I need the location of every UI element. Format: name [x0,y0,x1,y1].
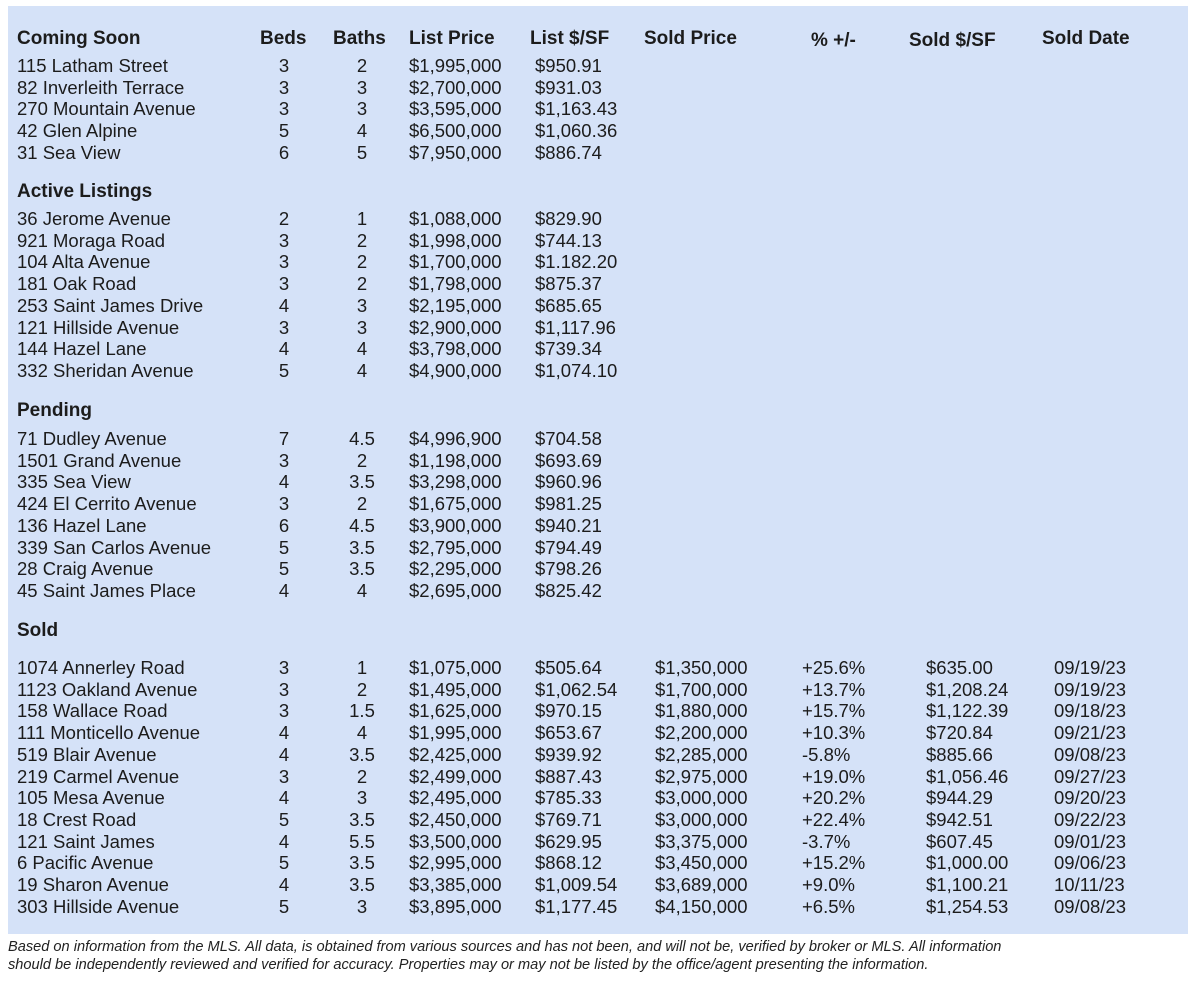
cell-beds: 4 [278,338,290,360]
cell-list-psf: $629.95 [535,830,602,852]
cell-beds: 5 [278,558,290,580]
cell-beds: 5 [278,895,290,917]
cell-baths: 2 [356,229,368,251]
cell-beds: 3 [278,493,290,515]
header-coming-soon: Coming Soon [17,28,141,49]
cell-address: 121 Hillside Avenue [17,316,180,338]
cell-list-price: $2,425,000 [409,743,502,765]
cell-sold-price: $3,000,000 [655,787,748,809]
cell-address: 115 Latham Street [17,55,168,76]
cell-list-psf: $1,062.54 [535,678,618,700]
cell-baths: 2 [356,493,368,515]
cell-list-psf: $653.67 [535,722,602,744]
cell-sold-date: 09/20/23 [1054,787,1127,809]
cell-address: 424 El Cerrito Avenue [17,493,197,515]
cell-baths: 3 [356,294,368,316]
cell-address: 6 Pacific Avenue [17,852,154,874]
cell-list-psf: $693.69 [535,449,602,471]
cell-address: 335 Sea View [17,471,131,493]
cell-list-psf: $794.49 [535,536,602,558]
section-title: Pending [17,400,92,421]
cell-beds: 7 [278,428,290,449]
cell-address: 1123 Oakland Avenue [17,678,198,700]
cell-list-price: $1,995,000 [409,722,502,744]
cell-list-price: $2,700,000 [409,76,502,98]
cell-address: 144 Hazel Lane [17,338,147,360]
cell-address: 31 Sea View [17,141,121,163]
cell-baths: 2 [356,251,368,273]
cell-address: 71 Dudley Avenue [17,428,167,449]
cell-address: 303 Hillside Avenue [17,895,180,917]
cell-list-price: $2,195,000 [409,294,502,316]
cell-sold-psf: $1,000.00 [926,852,1009,874]
cell-address: 19 Sharon Avenue [17,874,169,895]
cell-list-price: $3,798,000 [409,338,502,360]
cell-address: 111 Monticello Avenue [17,722,201,744]
cell-list-price: $2,900,000 [409,316,502,338]
cell-sold-date: 10/11/23 [1054,874,1125,895]
cell-address: 1501 Grand Avenue [17,449,182,471]
cell-sold-date: 09/22/23 [1054,808,1127,830]
cell-sold-date: 09/19/23 [1054,657,1127,678]
cell-list-psf: $970.15 [535,700,602,722]
cell-address: 339 San Carlos Avenue [17,536,212,558]
cell-address: 104 Alta Avenue [17,251,151,273]
cell-beds: 3 [278,449,290,471]
cell-sold-psf: $1,100.21 [926,874,1009,895]
cell-list-price: $6,500,000 [409,120,502,142]
cell-sold-date: 09/06/23 [1054,852,1127,874]
cell-baths: 5 [356,141,368,163]
cell-baths: 1.5 [349,700,375,722]
cell-address: 219 Carmel Avenue [17,765,180,787]
cell-pct: +13.7% [802,678,866,700]
cell-sold-date: 09/08/23 [1054,743,1127,765]
cell-beds: 3 [278,678,290,700]
cell-list-price: $3,385,000 [409,874,502,895]
cell-list-psf: $829.90 [535,208,602,229]
cell-beds: 3 [278,98,290,120]
cell-baths: 1 [356,657,368,678]
cell-sold-psf: $944.29 [926,787,993,809]
cell-sold-price: $2,200,000 [655,722,748,744]
cell-beds: 3 [278,657,290,678]
section-title: Sold [17,620,59,641]
cell-pct: +22.4% [802,808,866,830]
header-baths: Baths [333,28,386,49]
cell-list-psf: $785.33 [535,787,602,809]
cell-list-psf: $825.42 [535,579,602,601]
cell-sold-psf: $1,254.53 [926,895,1009,917]
cell-address: 921 Moraga Road [17,229,166,251]
cell-list-psf: $1,060.36 [535,120,618,142]
cell-list-psf: $950.91 [535,55,602,76]
cell-pct: +6.5% [802,895,855,917]
cell-list-psf: $939.92 [535,743,602,765]
cell-baths: 3 [356,316,368,338]
cell-list-price: $2,995,000 [409,852,502,874]
cell-address: 82 Inverleith Terrace [17,76,185,98]
cell-sold-psf: $720.84 [926,722,993,744]
cell-beds: 4 [278,743,290,765]
cell-list-psf: $1,177.45 [535,895,618,917]
cell-beds: 2 [278,208,290,229]
disclaimer-line-1: Based on information from the MLS. All data, is obtained from various sources and has not been, and will not be, verified by broker or MLS. All information [8,939,1002,955]
cell-list-price: $1,998,000 [409,229,502,251]
cell-pct: +15.7% [802,700,866,722]
cell-pct: -3.7% [802,830,851,852]
cell-pct: +10.3% [802,722,866,744]
cell-sold-date: 09/21/23 [1054,722,1127,744]
cell-baths: 4 [356,722,368,744]
cell-list-psf: $744.13 [535,229,602,251]
cell-baths: 5.5 [349,830,375,852]
cell-list-psf: $798.26 [535,558,602,580]
cell-beds: 4 [278,787,290,809]
cell-address: 105 Mesa Avenue [17,787,165,809]
cell-sold-price: $1,350,000 [655,657,748,678]
cell-list-psf: $875.37 [535,273,602,295]
cell-address: 181 Oak Road [17,273,137,295]
cell-sold-psf: $1,056.46 [926,765,1009,787]
cell-list-psf: $505.64 [535,657,602,678]
cell-pct: +20.2% [802,787,866,809]
cell-list-price: $1,798,000 [409,273,502,295]
cell-list-price: $2,795,000 [409,536,502,558]
cell-sold-date: 09/18/23 [1054,700,1127,722]
cell-address: 42 Glen Alpine [17,120,138,142]
cell-beds: 4 [278,874,290,895]
cell-list-price: $2,499,000 [409,765,502,787]
disclaimer-line-2: should be independently reviewed and verified for accuracy. Properties may or may not be listed by the office/agent presenting the information. [8,957,929,973]
cell-beds: 5 [278,359,290,381]
cell-list-psf: $1,009.54 [535,874,618,895]
cell-baths: 3 [356,98,368,120]
cell-baths: 3.5 [349,874,375,895]
cell-list-psf: $868.12 [535,852,602,874]
cell-address: 36 Jerome Avenue [17,208,171,229]
cell-sold-price: $2,975,000 [655,765,748,787]
cell-sold-price: $1,880,000 [655,700,748,722]
cell-sold-price: $1,700,000 [655,678,748,700]
cell-list-psf: $886.74 [535,141,602,163]
header-sold-psf: Sold $/SF [909,30,996,51]
cell-list-price: $2,295,000 [409,558,502,580]
cell-list-psf: $1.182.20 [535,251,618,273]
cell-list-psf: $1,074.10 [535,359,618,381]
header-list-psf: List $/SF [530,28,610,49]
cell-baths: 4.5 [349,428,375,449]
cell-list-price: $3,298,000 [409,471,502,493]
cell-beds: 3 [278,765,290,787]
cell-beds: 4 [278,294,290,316]
cell-address: 332 Sheridan Avenue [17,359,194,381]
cell-sold-psf: $635.00 [926,657,993,678]
cell-list-price: $4,996,900 [409,428,502,449]
cell-sold-date: 09/08/23 [1054,895,1127,917]
cell-address: 253 Saint James Drive [17,294,204,316]
cell-baths: 3.5 [349,536,375,558]
cell-beds: 4 [278,471,290,493]
cell-list-psf: $887.43 [535,765,602,787]
cell-pct: -5.8% [802,743,851,765]
cell-beds: 5 [278,852,290,874]
cell-pct: +9.0% [802,874,855,895]
cell-beds: 3 [278,273,290,295]
cell-beds: 3 [278,251,290,273]
header-sold-date: Sold Date [1042,28,1130,49]
cell-beds: 4 [278,830,290,852]
cell-list-price: $1,198,000 [409,449,502,471]
cell-baths: 3.5 [349,743,375,765]
cell-address: 1074 Annerley Road [17,657,185,678]
cell-list-psf: $960.96 [535,471,602,493]
cell-list-price: $1,075,000 [409,657,502,678]
disclaimer [8,938,1188,974]
cell-baths: 4 [356,359,368,381]
cell-baths: 3.5 [349,558,375,580]
cell-baths: 3.5 [349,471,375,493]
cell-baths: 4.5 [349,514,375,536]
cell-baths: 2 [356,678,368,700]
cell-beds: 3 [278,55,290,76]
cell-list-psf: $685.65 [535,294,602,316]
cell-list-psf: $1,163.43 [535,98,618,120]
cell-baths: 3 [356,787,368,809]
cell-address: 136 Hazel Lane [17,514,147,536]
cell-beds: 4 [278,579,290,601]
cell-address: 18 Crest Road [17,808,137,830]
cell-pct: +19.0% [802,765,866,787]
cell-list-price: $1,995,000 [409,55,502,76]
cell-baths: 3.5 [349,808,375,830]
cell-sold-date: 09/27/23 [1054,765,1127,787]
cell-list-price: $1,088,000 [409,208,502,229]
cell-list-psf: $940.21 [535,514,602,536]
cell-pct: +25.6% [802,657,866,678]
cell-beds: 3 [278,316,290,338]
cell-list-price: $1,675,000 [409,493,502,515]
cell-sold-psf: $885.66 [926,743,993,765]
cell-baths: 2 [356,765,368,787]
cell-list-psf: $704.58 [535,428,602,449]
cell-list-price: $1,625,000 [409,700,502,722]
cell-list-psf: $769.71 [535,808,602,830]
cell-beds: 3 [278,76,290,98]
cell-sold-price: $3,375,000 [655,830,748,852]
header-sold-price: Sold Price [644,28,737,49]
cell-pct: +15.2% [802,852,866,874]
cell-baths: 1 [356,208,368,229]
cell-address: 45 Saint James Place [17,579,196,601]
cell-sold-psf: $1,122.39 [926,700,1009,722]
cell-address: 270 Mountain Avenue [17,98,196,120]
cell-beds: 3 [278,700,290,722]
cell-list-price: $3,500,000 [409,830,502,852]
cell-sold-date: 09/01/23 [1054,830,1127,852]
cell-beds: 5 [278,808,290,830]
cell-beds: 5 [278,120,290,142]
cell-list-psf: $1,117.96 [535,316,616,338]
cell-address: 28 Craig Avenue [17,558,154,580]
cell-list-price: $2,495,000 [409,787,502,809]
cell-list-psf: $739.34 [535,338,602,360]
cell-sold-price: $3,689,000 [655,874,748,895]
cell-list-psf: $931.03 [535,76,602,98]
cell-sold-price: $2,285,000 [655,743,748,765]
cell-baths: 4 [356,579,368,601]
cell-beds: 3 [278,229,290,251]
cell-baths: 2 [356,55,368,76]
cell-beds: 6 [278,514,290,536]
cell-list-price: $1,700,000 [409,251,502,273]
cell-address: 121 Saint James [17,830,155,852]
header-list-price: List Price [409,28,495,49]
cell-baths: 4 [356,120,368,142]
cell-sold-price: $3,450,000 [655,852,748,874]
cell-sold-price: $3,000,000 [655,808,748,830]
cell-sold-psf: $942.51 [926,808,993,830]
cell-list-price: $3,595,000 [409,98,502,120]
cell-list-price: $3,900,000 [409,514,502,536]
cell-sold-psf: $1,208.24 [926,678,1009,700]
section-title: Active Listings [17,181,153,202]
cell-list-psf: $981.25 [535,493,602,515]
cell-baths: 4 [356,338,368,360]
cell-list-price: $3,895,000 [409,895,502,917]
cell-address: 519 Blair Avenue [17,743,157,765]
cell-baths: 3 [356,895,368,917]
cell-address: 158 Wallace Road [17,700,168,722]
cell-beds: 5 [278,536,290,558]
cell-sold-price: $4,150,000 [655,895,748,917]
cell-baths: 2 [356,449,368,471]
cell-list-price: $4,900,000 [409,359,502,381]
cell-beds: 4 [278,722,290,744]
header-beds: Beds [260,28,307,49]
cell-list-price: $2,450,000 [409,808,502,830]
cell-baths: 3 [356,76,368,98]
cell-beds: 6 [278,141,290,163]
header-pct-change: % +/- [811,30,856,51]
cell-sold-psf: $607.45 [926,830,993,852]
listings-table [8,6,1188,934]
cell-baths: 3.5 [349,852,375,874]
cell-list-price: $7,950,000 [409,141,502,163]
cell-list-price: $1,495,000 [409,678,502,700]
cell-list-price: $2,695,000 [409,579,502,601]
cell-sold-date: 09/19/23 [1054,678,1127,700]
cell-baths: 2 [356,273,368,295]
